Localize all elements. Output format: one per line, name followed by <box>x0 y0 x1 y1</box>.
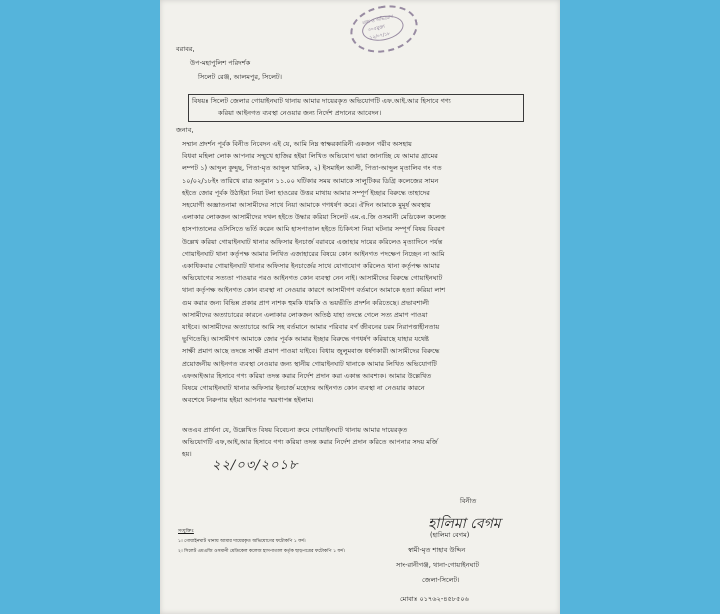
body-line: একাধিকবার গোয়াইনঘাট থানার অফিসার ইনচার্জের সাথে যোগাযোগ করিলেও থানা কর্তৃপক্ষ আমার <box>182 262 440 271</box>
body-line: বিধবা মহিলা লোক আপনার সম্মুখে হাজির হইয়া লিখিত অভিযোগ দ্বারা জানাচ্ছি যে আমার গ্রামের <box>182 152 438 161</box>
body-line: উল্লেখ করিয়া গোয়াইনঘাট থানার অফিসার ইনচার্জ বরাবরে এজাহার দায়ের করিলেও মৃত্যাদিনে পর্যন্ত <box>182 237 443 246</box>
stamp-line-2: ৩০৫মুক্তা <box>367 24 386 34</box>
body-line: যাইবে। আসামীদের অত্যাচারে আমি সহ বর্তমানে আমার পরিবার বর্গ জীবনের চরম নিরাপত্তাহীনতায় <box>182 323 440 332</box>
body-line: গোয়াইনঘাট থানা কর্তৃপক্ষ আমার লিখিত এজাহারের বিষয়ে কোন আইনগত পদক্ষেপ নিচ্ছেন না আমি <box>182 249 445 258</box>
letter-page <box>160 0 560 614</box>
signer-address-2: জেলা-সিলেট। <box>422 576 460 584</box>
recipient-address: সিলেট রেঞ্জ, আলমপুর, সিলেট। <box>198 73 282 81</box>
stamp-line-3: ১২/০৭/১৮ <box>369 31 391 42</box>
body-line: প্রয়োজনীয় আইনগত ব্যবস্থা নেওয়ার জন্য স্থানীয় গোয়াইনঘাট থানাকে আমার লিখিত অভিযোগটি <box>182 359 437 368</box>
greeting: জনাব, <box>176 126 194 134</box>
handwritten-signature: হালিমা বেগম <box>428 516 501 532</box>
signer-mobile: মোবাঃ ০১৭৬২-৪৫৮৫০৬ <box>400 595 469 603</box>
received-stamp <box>346 0 422 59</box>
prayer-line: অতএব প্রার্থনা যে, উল্লেখিত বিষয় বিবেচনা ক্রমে গোয়াইনঘাট থানায় আমার দায়েরকৃত <box>182 426 408 434</box>
attachments-label: সংযুক্তিঃ <box>178 529 194 534</box>
body-line: থানা কর্তৃপক্ষ আইনগত কোন ব্যবস্থা না নেওয়ার কারণে আসামীগণ বর্তমানে আমাকে হত্যা করিয়া লাশ <box>182 286 446 295</box>
signer-address-1: সাং-রানীগঞ্জ, থানা-গোয়াইনঘাট <box>396 561 480 569</box>
body-line: অবশেষে নিরুপায় হইয়া আপনার স্মরণাপন্ন হইলাম। <box>182 396 314 405</box>
prayer-line: অভিযোগটি এফ,আই,আর হিসাবে গণ্য করিয়া তদন্ত করার নির্দেশ প্রদান করিতে আপনার সদয় মর্জি <box>182 438 438 447</box>
attachment-item: ২। সিলেট এমএজি ওসমানী মেডিকেল কলেজ হাসপাতাল কর্তৃক ছাড়পত্রের ফটোকপি ১ ফর্দ। <box>178 549 345 554</box>
signer-husband: স্বামী-মৃত শাহাব উদ্দিন <box>408 546 466 554</box>
recipient-title: উপ-মহাপুলিশ পরিদর্শক <box>190 59 251 67</box>
subject-line-2: করিয়া আইনগত ব্যবস্থা নেওয়ার জন্য নির্দেশ প্রদানের আবেদন। <box>218 109 382 117</box>
body-line: সহযোগী অজ্ঞাতনামা আসামীদের সাথে নিয়া আমাকে গণধর্ষণ করে। ঐদিন আমাকে মুমূর্ষ অবস্থায় <box>182 201 431 210</box>
salutation: বরাবর, <box>176 45 195 53</box>
body-line: অভিযোগের সত্যতা পাওয়ার পরও আইনগত কোন ব্যবস্থা নেন নাই। আসামীদের বিরুদ্ধে গোয়াইনঘাট <box>182 274 443 283</box>
body-line: হইতে জোর পূর্বক উঠাইয়া নিয়া টলা হাওরের উত্তর মাথায় আমার সম্পূর্ণ ইচ্ছার বিরুদ্ধে তাহাদের <box>182 188 430 197</box>
closing: বিনীত <box>460 497 477 505</box>
subject-line-1: বিষয়ঃ সিলেট জেলার গোয়াইনঘাট থানায় আমার দায়েরকৃত অভিযোগটি এফ.আই.আর হিসাবে গণ্য <box>192 97 451 105</box>
body-line: সম্মান প্রদর্শন পূর্বক বিনীত নিবেদন এই যে, আমি নিম্ন স্বাক্ষরকারিনী একজন গরীব অসহায় <box>182 140 412 148</box>
body-line: এলাকার লোকজন আসামীদের দখল হইতে উদ্ধার করিয়া সিলেট এম.এ.জি ওসমানী মেডিকেল কলেজ <box>182 213 446 222</box>
signer-name: (হালিমা বেগম) <box>430 531 470 539</box>
prayer-line: হয়। <box>182 450 192 459</box>
handwritten-date: ২২/০৩/২০১৮ <box>212 458 299 473</box>
body-line: গুম করার জন্য বিভিন্ন প্রকার প্রাণ নাশক হুমকি ধামকি ও ভয়ভীতি প্রদর্শন করিতেছে। প্রভাবশালী <box>182 298 430 307</box>
body-line: এফআইআর হিসাবে গণ্য করিয়া তদন্ত করার নির্দেশ প্রদান করা একান্ত আবশ্যক। আমার উল্লেখিত <box>182 371 432 380</box>
body-line: সাক্ষী প্রমাণ আছে তদন্তে সাক্ষী প্রমাণ পাওয়া যাইবে। বিধায় জুলুমবাজ ধর্ষণকারী আসামীদের বিরুদ্ধে <box>182 347 440 356</box>
body-line: লম্পট ১) আব্দুল কুদ্দুছ, পিতা-মৃত আব্দুল খালিক, ২) ইসমাইল আলী, পিতা-আব্দুল মৃতালিব গং গত <box>182 164 442 173</box>
body-line: ভুগিতেছি। আসামীগণ আমাকে জোর পূর্বক আমার ইচ্ছার বিরুদ্ধে গণধর্ষণ করিয়াছে যাহার যথেষ্ট <box>182 335 430 344</box>
body-line: বিষয়ে গোয়াইনঘাট থানার অফিসার ইনচার্জ মহোদয় আইনগত কোন ব্যবস্থা না নেওয়ার কারনে <box>182 384 425 393</box>
attachment-item: ১। গোয়াইনঘাট থানায় আমার দায়েরকৃত অভিযোগের ফটোকপি ১ ফর্দ। <box>178 539 306 544</box>
body-line: আসামীদের অত্যাচারের কারনে এলাকার লোকজন অতিষ্ঠ যাহা তদন্তে গেলে সত্য প্রমাণ পাওয়া <box>182 310 428 319</box>
stamp-line-1: তথ্য ও অভিযোগ <box>361 14 394 27</box>
body-line: হাসপাতালের ওসিসিতে ভর্তি করেন আমি হাসপাতাল হইতে চিকিৎসা নিয়া ঘটনার সম্পূর্ণ বিষয় বিবরণ <box>182 225 445 234</box>
body-paragraph <box>182 138 534 406</box>
body-line: ১০/০২/১৮ইং তারিখে রাত্র অনুমান ১১.০০ ঘটিকার সময় আমাকে সালুটিকর ডিগ্রি কলেজের সামন <box>182 176 439 185</box>
